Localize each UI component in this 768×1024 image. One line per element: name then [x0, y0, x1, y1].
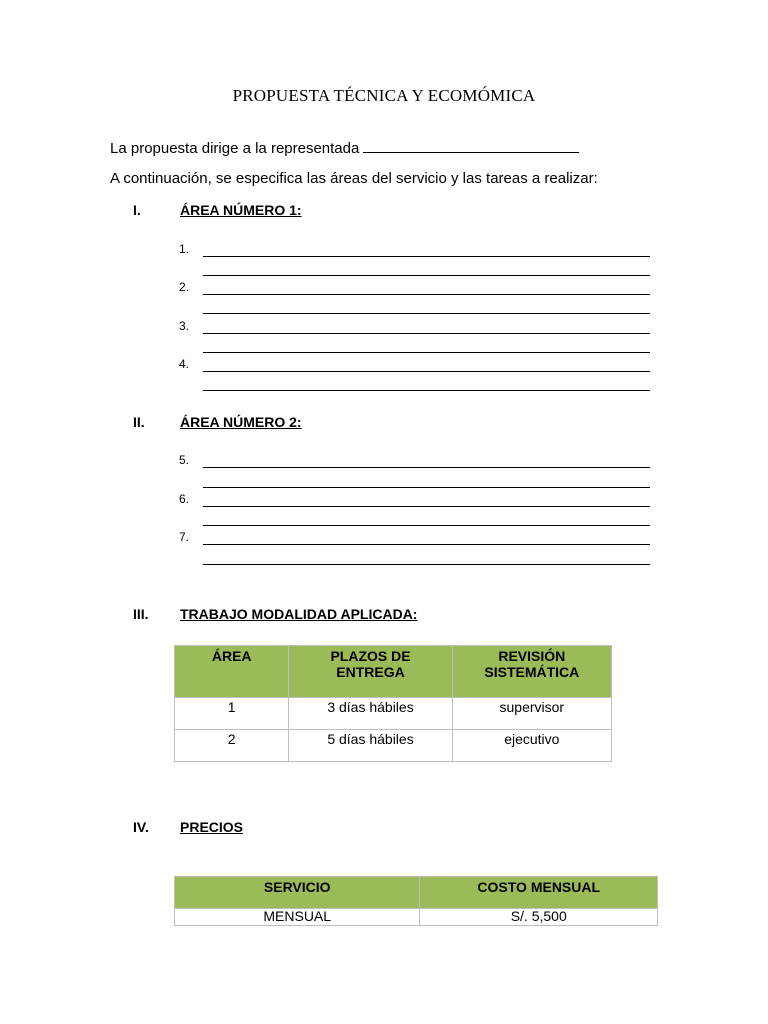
blank-line — [203, 467, 650, 468]
header-area: ÁREA — [175, 646, 289, 698]
cell-servicio: MENSUAL — [175, 909, 420, 926]
header-revision: REVISIÓN SISTEMÁTICA — [452, 646, 611, 698]
continuation-paragraph: A continuación, se especifica las áreas del servicio y las tareas a realizar: — [110, 170, 598, 187]
table-row — [175, 730, 612, 762]
section-3-number: III. — [133, 606, 149, 622]
section-3-title: TRABAJO MODALIDAD APLICADA: — [180, 606, 418, 622]
header-plazos: PLAZOS DE ENTREGA — [289, 646, 452, 698]
precios-table — [174, 876, 658, 926]
blank-line — [203, 390, 650, 391]
cell-costo: S/. 5,500 — [420, 909, 658, 926]
intro-paragraph — [110, 138, 579, 157]
cell-plazo: 3 días hábiles — [289, 698, 452, 730]
blank-line — [203, 275, 650, 276]
blank-line — [203, 544, 650, 545]
item-number: 5. — [179, 453, 190, 467]
item-number: 4. — [179, 357, 190, 371]
section-1-number: I. — [133, 202, 141, 218]
item-number: 3. — [179, 319, 190, 333]
blank-line — [203, 371, 650, 372]
section-4-title: PRECIOS — [180, 819, 244, 835]
header-servicio: SERVICIO — [175, 877, 420, 909]
section-2-number: II. — [133, 414, 145, 430]
modalidad-table — [174, 645, 612, 762]
section-1-title: ÁREA NÚMERO 1: — [180, 202, 302, 218]
cell-area: 1 — [175, 698, 289, 730]
cell-area: 2 — [175, 730, 289, 762]
intro-text: La propuesta dirige a la representada — [110, 140, 360, 157]
blank-line — [203, 506, 650, 507]
table-header-row — [175, 877, 658, 909]
blank-line — [203, 564, 650, 565]
blank-line — [203, 525, 650, 526]
table-row — [175, 698, 612, 730]
table-row — [175, 909, 658, 926]
blank-line — [203, 333, 650, 334]
cell-revision: supervisor — [452, 698, 611, 730]
document-title: PROPUESTA TÉCNICA Y ECOMÓMICA — [232, 86, 536, 105]
section-2-title: ÁREA NÚMERO 2: — [180, 414, 302, 430]
item-number: 1. — [179, 242, 190, 256]
cell-plazo: 5 días hábiles — [289, 730, 452, 762]
item-number: 2. — [179, 280, 190, 294]
blank-line — [203, 352, 650, 353]
cell-revision: ejecutivo — [452, 730, 611, 762]
blank-line — [203, 256, 650, 257]
blank-line — [203, 294, 650, 295]
item-number: 7. — [179, 530, 190, 544]
section-4-number: IV. — [133, 819, 149, 835]
item-number: 6. — [179, 492, 190, 506]
blank-line — [203, 487, 650, 488]
blank-line — [203, 313, 650, 314]
table-header-row — [175, 646, 612, 698]
representada-blank — [363, 138, 579, 153]
header-costo: COSTO MENSUAL — [420, 877, 658, 909]
